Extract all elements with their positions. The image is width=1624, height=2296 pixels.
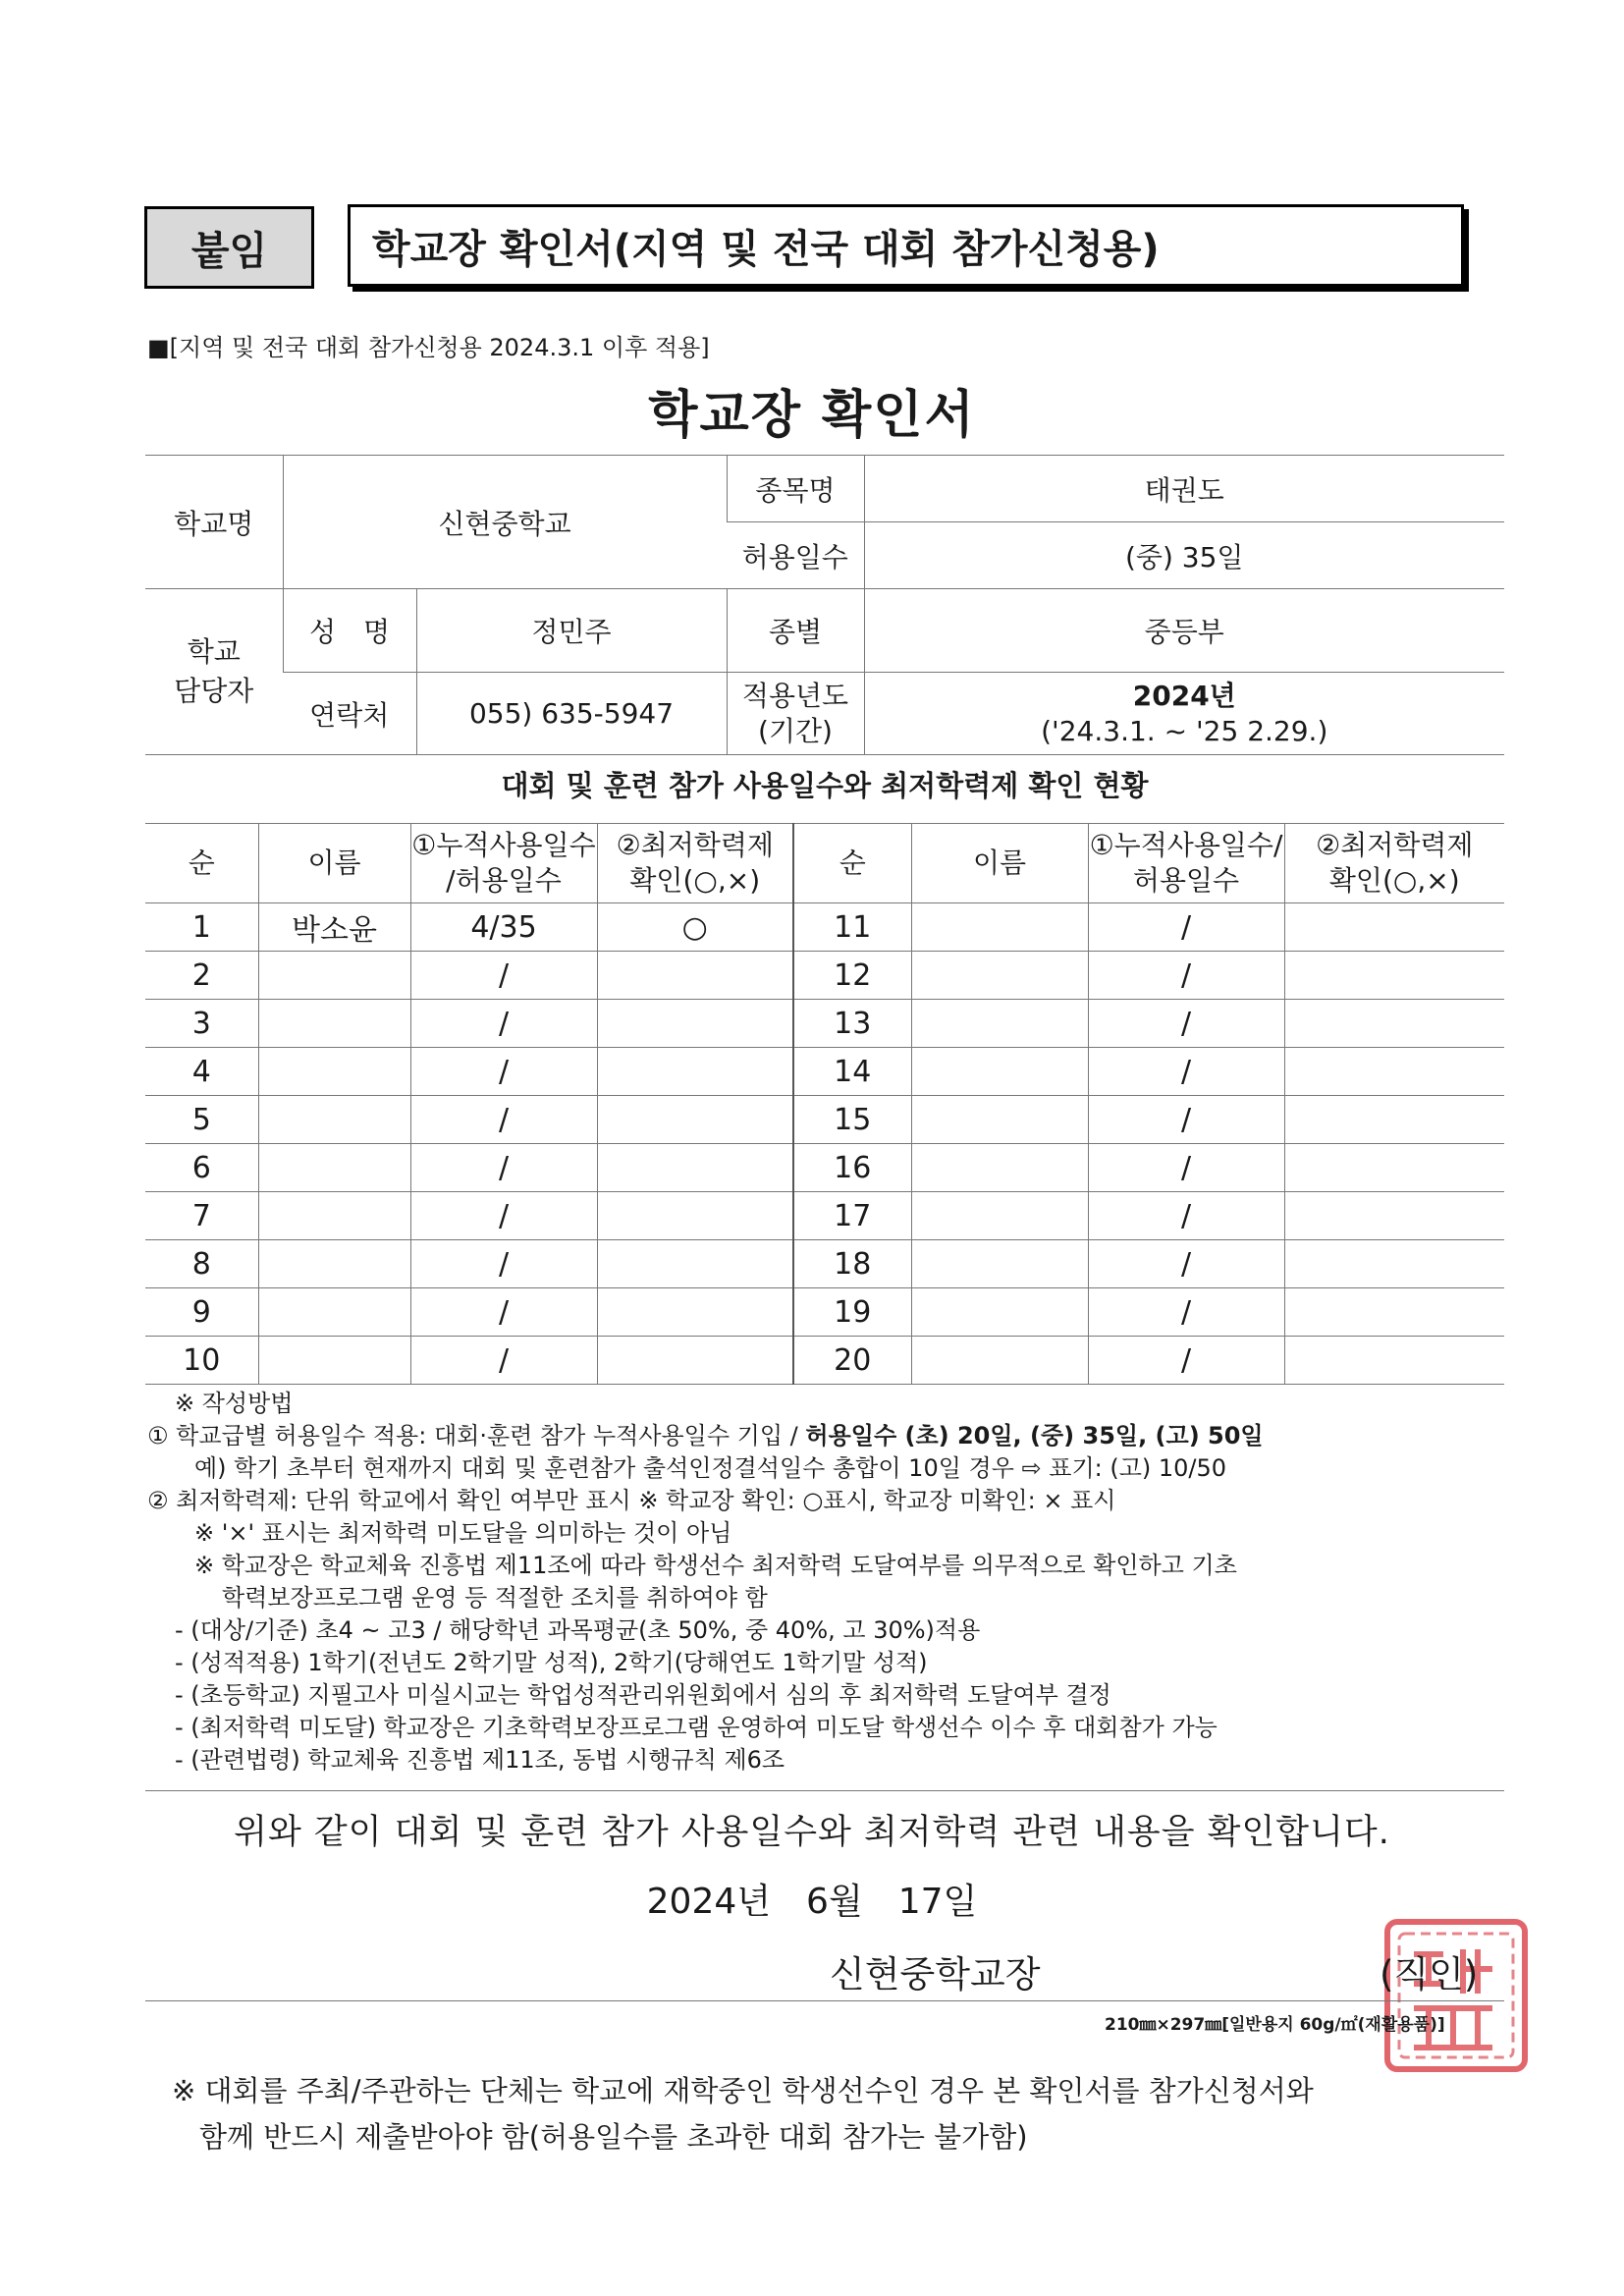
instruction-line: ① 학교급별 허용일수 적용: 대회·훈련 참가 누적사용일수 기입 / 허용일수 (초) 20일, (중) 35일, (고) 50일 <box>147 1422 1264 1449</box>
row-academic: ○ <box>597 903 793 952</box>
period-year: 2024년 <box>1132 679 1236 712</box>
confirmation-statement: 위와 같이 대회 및 훈련 참가 사용일수와 최저학력 관련 내용을 확인합니다. <box>234 1813 1390 1852</box>
divider <box>145 2000 1504 2001</box>
row-no: 9 <box>145 1288 258 1337</box>
row-academic <box>597 1048 793 1096</box>
footer-line: ※ 대회를 주최/주관하는 단체는 학교에 재학중인 학생선수인 경우 본 확인서를 참가신청서와 <box>172 2074 1314 2107</box>
instruction-line: ※ '×' 표시는 최저학력 미도달을 의미하는 것이 아님 <box>194 1519 732 1547</box>
row-name <box>258 1240 410 1288</box>
row-academic <box>597 1337 793 1385</box>
manager-name-value: 정민주 <box>416 589 727 673</box>
division-value: 중등부 <box>864 589 1504 673</box>
row-days: / <box>1088 1288 1284 1337</box>
row-name <box>911 1288 1088 1337</box>
seal-label: (직인) <box>1380 1953 1479 1995</box>
instruction-line: 예) 학기 초부터 현재까지 대회 및 훈련참가 출석인정결석일수 총합이 10일 경우 ⇨ 표기: (고) 10/50 <box>194 1454 1227 1482</box>
row-no: 16 <box>793 1144 911 1192</box>
instruction-line: ※ 학교장은 학교체육 진흥법 제11조에 따라 학생선수 최저학력 도달여부를 의무적으로 확인하고 기초 <box>194 1552 1237 1579</box>
row-days: / <box>410 1192 597 1240</box>
row-academic <box>1284 903 1504 952</box>
status-section-title: 대회 및 훈련 참가 사용일수와 최저학력제 확인 현황 <box>501 769 1149 802</box>
instruction-line: ② 최저학력제: 단위 학교에서 확인 여부만 표시 ※ 학교장 확인: ○표시, 학교장 미확인: × 표시 <box>147 1487 1116 1514</box>
instruction-line: - (관련법령) 학교체육 진흥법 제11조, 동법 시행규칙 제6조 <box>175 1746 785 1774</box>
instructions-heading: ※ 작성방법 <box>175 1390 294 1417</box>
row-name <box>911 1337 1088 1385</box>
row-name <box>911 1192 1088 1240</box>
row-no: 3 <box>145 1000 258 1048</box>
row-academic <box>1284 1144 1504 1192</box>
row-days: / <box>1088 903 1284 952</box>
col-days-right: ①누적사용일수/ 허용일수 <box>1088 824 1284 903</box>
footer-line: 함께 반드시 제출받아야 함(허용일수를 초과한 대회 참가는 불가함) <box>199 2120 1028 2154</box>
sport-label: 종목명 <box>727 456 864 522</box>
row-name <box>911 1096 1088 1144</box>
table-row <box>145 952 1504 1000</box>
row-name <box>258 1337 410 1385</box>
attachment-tag: 붙임 <box>144 206 314 289</box>
table-row <box>145 1144 1504 1192</box>
row-days: / <box>1088 1096 1284 1144</box>
row-no: 12 <box>793 952 911 1000</box>
row-no: 1 <box>145 903 258 952</box>
row-academic <box>597 1192 793 1240</box>
row-academic <box>597 1096 793 1144</box>
period-value <box>864 673 1504 755</box>
row-academic <box>1284 1240 1504 1288</box>
row-name <box>258 1048 410 1096</box>
row-days: / <box>410 1337 597 1385</box>
row-name <box>258 1000 410 1048</box>
row-days: / <box>410 952 597 1000</box>
row-name <box>911 1144 1088 1192</box>
sport-value: 태권도 <box>864 456 1504 522</box>
row-no: 10 <box>145 1337 258 1385</box>
row-no: 2 <box>145 952 258 1000</box>
row-name <box>911 1240 1088 1288</box>
row-days: / <box>1088 1192 1284 1240</box>
table-row <box>145 1000 1504 1048</box>
row-days: / <box>1088 1144 1284 1192</box>
row-no: 20 <box>793 1337 911 1385</box>
row-name <box>911 1000 1088 1048</box>
row-days: / <box>410 1240 597 1288</box>
form-title-box: 학교장 확인서(지역 및 전국 대회 참가신청용) <box>348 204 1464 287</box>
row-days: / <box>410 1048 597 1096</box>
row-no: 4 <box>145 1048 258 1096</box>
row-name <box>911 903 1088 952</box>
row-academic <box>1284 1337 1504 1385</box>
row-days: / <box>1088 952 1284 1000</box>
row-no: 6 <box>145 1144 258 1192</box>
school-manager-label: 학교 담당자 <box>145 589 283 755</box>
allowed-days-label: 허용일수 <box>727 522 864 589</box>
row-name <box>258 1144 410 1192</box>
row-no: 11 <box>793 903 911 952</box>
row-academic <box>597 1288 793 1337</box>
row-name <box>911 1048 1088 1096</box>
row-academic <box>597 1144 793 1192</box>
instruction-line: - (성적적용) 1학기(전년도 2학기말 성적), 2학기(당해연도 1학기말 성적) <box>175 1649 928 1676</box>
instruction-line: - (대상/기준) 초4 ~ 고3 / 해당학년 과목평균(초 50%, 중 40%, 고 30%)적용 <box>175 1616 981 1644</box>
row-academic <box>597 1000 793 1048</box>
table-row <box>145 1096 1504 1144</box>
table-row <box>145 1240 1504 1288</box>
period-range: ('24.3.1. ~ '25 2.29.) <box>1041 714 1328 747</box>
divider <box>145 1790 1504 1791</box>
row-academic <box>597 952 793 1000</box>
division-label: 종별 <box>727 589 864 673</box>
row-days: / <box>1088 1240 1284 1288</box>
col-no-right: 순 <box>793 824 911 903</box>
row-name: 박소윤 <box>258 903 410 952</box>
row-name <box>258 1096 410 1144</box>
contact-label: 연락처 <box>283 673 416 755</box>
row-name <box>258 1288 410 1337</box>
row-name <box>911 952 1088 1000</box>
col-academic-right: ②최저학력제 확인(○,×) <box>1284 824 1504 903</box>
row-days: / <box>410 1144 597 1192</box>
row-no: 13 <box>793 1000 911 1048</box>
row-name <box>258 1192 410 1240</box>
school-name-label: 학교명 <box>145 456 283 589</box>
row-days: / <box>1088 1337 1284 1385</box>
contact-value: 055) 635-5947 <box>416 673 727 755</box>
row-days: / <box>410 1000 597 1048</box>
col-name-left: 이름 <box>258 824 410 903</box>
principal-name: 신현중학교장 <box>830 1953 1041 1995</box>
row-no: 5 <box>145 1096 258 1144</box>
row-academic <box>1284 1096 1504 1144</box>
row-academic <box>1284 1288 1504 1337</box>
row-no: 8 <box>145 1240 258 1288</box>
table-row <box>145 1337 1504 1385</box>
instruction-line: - (최저학력 미도달) 학교장은 기초학력보장프로그램 운영하여 미도달 학생선수 이수 후 대회참가 가능 <box>175 1714 1218 1741</box>
info-table <box>145 455 1504 755</box>
col-academic-left: ②최저학력제 확인(○,×) <box>597 824 793 903</box>
row-days: / <box>410 1096 597 1144</box>
status-table <box>145 823 1504 1385</box>
table-row <box>145 1288 1504 1337</box>
confirmation-date: 2024년 6월 17일 <box>646 1882 978 1922</box>
applicability-note: ■[지역 및 전국 대회 참가신청용 2024.3.1 이후 적용] <box>147 334 710 361</box>
row-days: / <box>1088 1000 1284 1048</box>
row-no: 17 <box>793 1192 911 1240</box>
col-days-left: ①누적사용일수 /허용일수 <box>410 824 597 903</box>
row-name <box>258 952 410 1000</box>
row-days: / <box>410 1288 597 1337</box>
table-row <box>145 903 1504 952</box>
col-no-left: 순 <box>145 824 258 903</box>
row-no: 15 <box>793 1096 911 1144</box>
row-no: 19 <box>793 1288 911 1337</box>
row-no: 14 <box>793 1048 911 1096</box>
table-row <box>145 1048 1504 1096</box>
row-academic <box>1284 1048 1504 1096</box>
row-academic <box>1284 1192 1504 1240</box>
row-academic <box>1284 1000 1504 1048</box>
row-days: 4/35 <box>410 903 597 952</box>
period-label: 적용년도 (기간) <box>727 673 864 755</box>
instruction-line: - (초등학교) 지필고사 미실시교는 학업성적관리위원회에서 심의 후 최저학력 도달여부 결정 <box>175 1681 1111 1709</box>
footer-note <box>172 2068 1314 2160</box>
row-days: / <box>1088 1048 1284 1096</box>
row-no: 7 <box>145 1192 258 1240</box>
school-name-value: 신현중학교 <box>283 456 727 589</box>
col-name-right: 이름 <box>911 824 1088 903</box>
table-row <box>145 1192 1504 1240</box>
document-title: 학교장 확인서 <box>648 386 976 445</box>
row-no: 18 <box>793 1240 911 1288</box>
manager-name-label: 성 명 <box>283 589 416 673</box>
row-academic <box>1284 952 1504 1000</box>
paper-spec: 210㎜×297㎜[일반용지 60g/㎡(재활용품)] <box>1105 2015 1445 2035</box>
allowed-days-value: (중) 35일 <box>864 522 1504 589</box>
row-academic <box>597 1240 793 1288</box>
instructions <box>147 1388 1512 1777</box>
instruction-line: 학력보장프로그램 운영 등 적절한 조치를 취하여야 함 <box>222 1584 768 1612</box>
